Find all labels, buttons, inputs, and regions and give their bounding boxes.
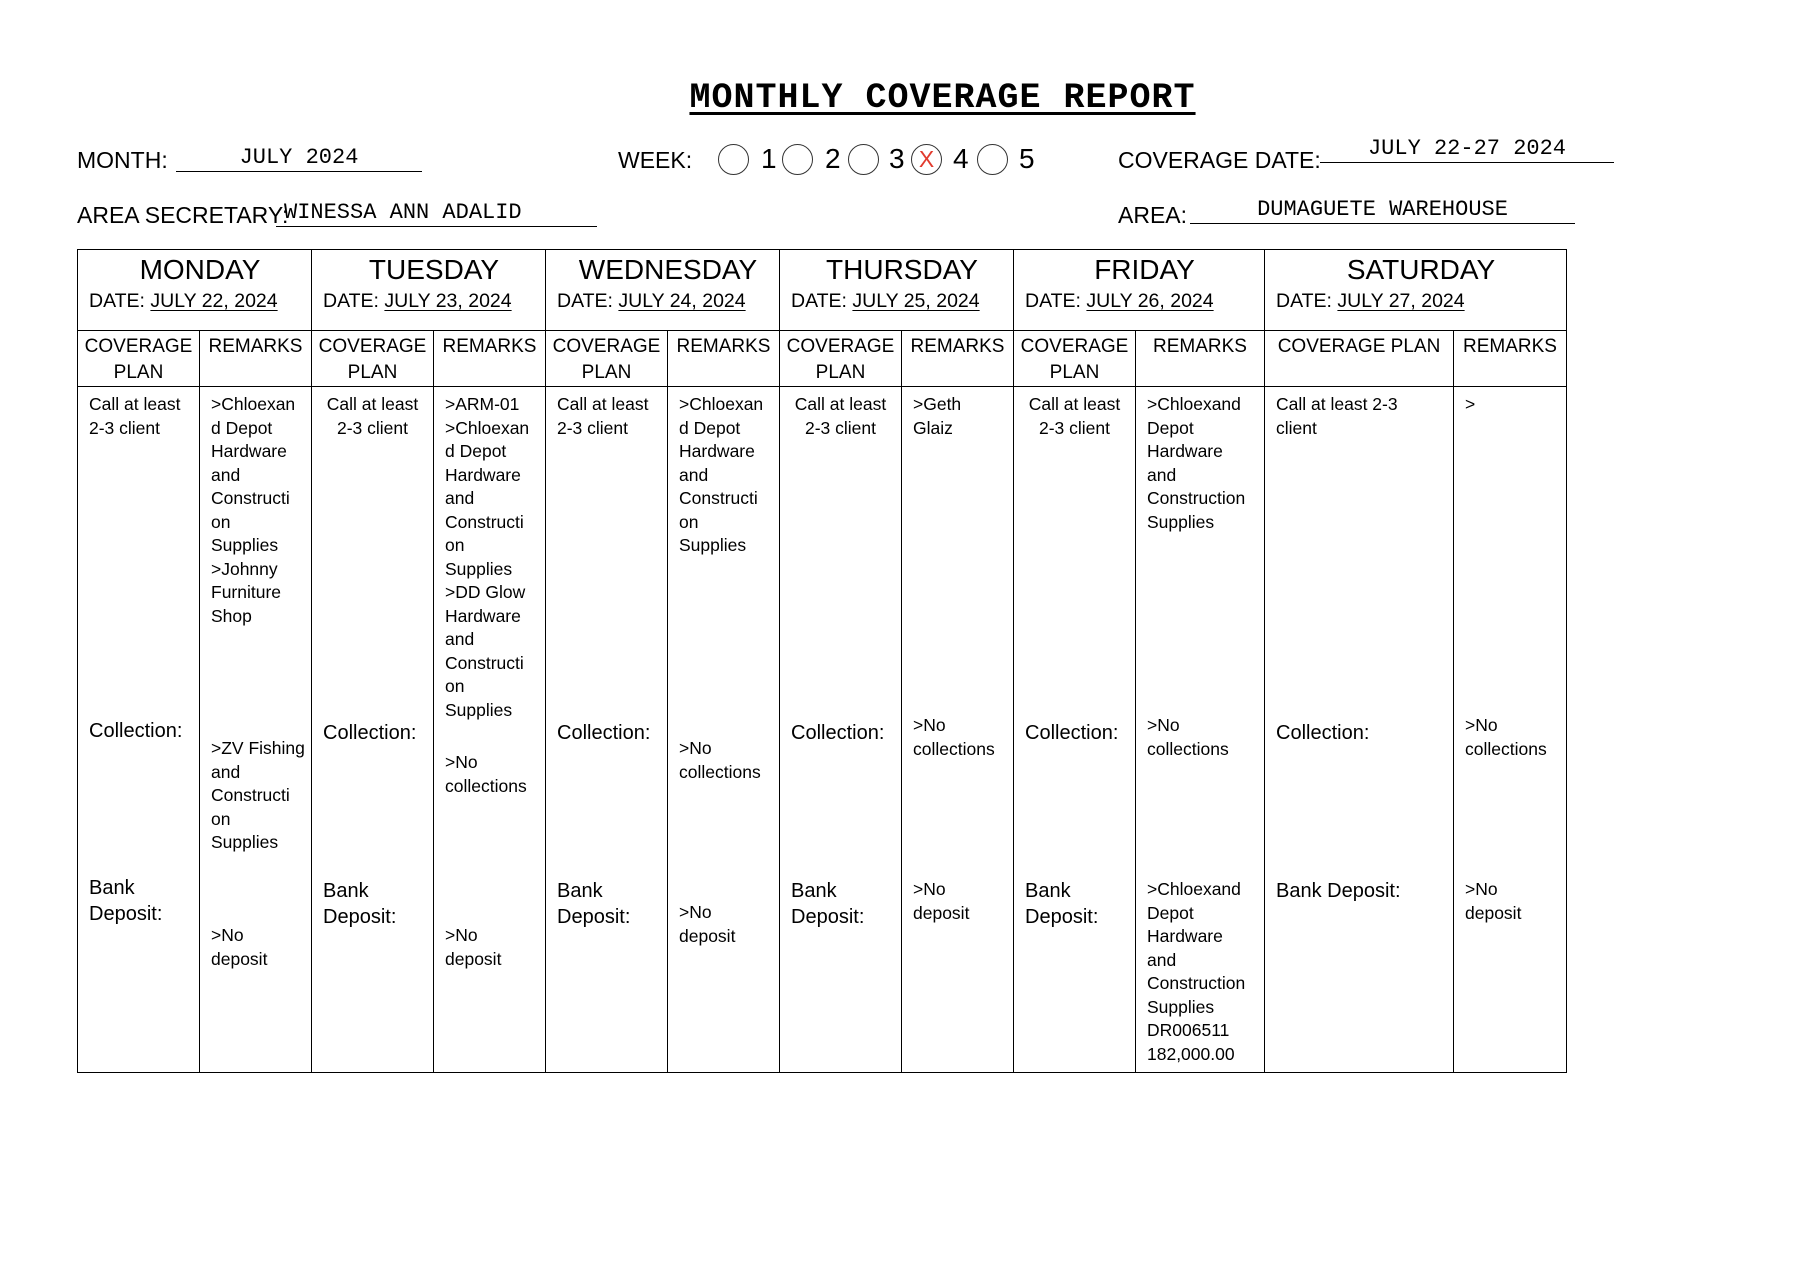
bank-deposit-label: Bank Deposit: bbox=[557, 880, 631, 928]
remarks-collection: >No collections bbox=[679, 738, 761, 782]
bank-deposit-label: Bank Deposit: bbox=[1276, 880, 1401, 902]
bank-deposit-label: Bank Deposit: bbox=[791, 880, 865, 928]
col-remarks: REMARKS bbox=[902, 331, 1014, 387]
bank-deposit-label: Bank Deposit: bbox=[323, 880, 397, 928]
day-date: DATE: JULY 27, 2024 bbox=[1276, 290, 1465, 312]
remarks-deposit: >No deposit bbox=[1465, 879, 1522, 923]
col-coverage-plan: COVERAGE PLAN bbox=[312, 331, 434, 387]
remarks-cell-tuesday bbox=[434, 387, 546, 1073]
day-date: DATE: JULY 26, 2024 bbox=[1025, 290, 1214, 312]
coverage-table bbox=[77, 249, 1567, 1073]
day-header-saturday bbox=[1265, 250, 1567, 331]
secretary-label: AREA SECRETARY: bbox=[77, 202, 289, 228]
week-1-radio[interactable] bbox=[718, 144, 749, 175]
day-name: FRIDAY bbox=[1094, 254, 1195, 285]
remarks-collection: >No collections bbox=[1147, 715, 1229, 759]
plan-text: Call at least 2-3 client bbox=[1276, 394, 1398, 438]
day-header-wednesday bbox=[546, 250, 780, 331]
day-header-tuesday bbox=[312, 250, 546, 331]
content-row bbox=[78, 387, 1567, 1073]
week-3-label: 3 bbox=[889, 143, 905, 174]
remarks-collection: >ZV Fishing and Constructi on Supplies bbox=[211, 738, 305, 852]
col-remarks: REMARKS bbox=[434, 331, 546, 387]
collection-label: Collection: bbox=[1276, 722, 1370, 744]
collection-label: Collection: bbox=[89, 720, 183, 742]
remarks-cell-friday bbox=[1136, 387, 1265, 1073]
coverage-date-label: COVERAGE DATE: bbox=[1118, 147, 1321, 173]
remarks-collection: >No collections bbox=[913, 715, 995, 759]
coverage-plan-cell-saturday bbox=[1265, 387, 1454, 1073]
bank-deposit-label: Bank Deposit: bbox=[89, 877, 163, 925]
coverage-plan-cell-tuesday bbox=[312, 387, 434, 1073]
remarks-cell-thursday bbox=[902, 387, 1014, 1073]
col-coverage-plan: COVERAGE PLAN bbox=[1265, 331, 1454, 387]
plan-text: Call at least 2-3 client bbox=[1028, 394, 1121, 438]
day-date: DATE: JULY 23, 2024 bbox=[323, 290, 512, 312]
plan-text: Call at least 2-3 client bbox=[794, 394, 887, 438]
day-header-monday bbox=[78, 250, 312, 331]
remarks-plan: >Chloexan d Depot Hardware and Constructi on Supplies bbox=[679, 394, 764, 555]
col-remarks: REMARKS bbox=[1454, 331, 1567, 387]
week-4-radio-checked[interactable] bbox=[911, 144, 942, 175]
week-5-label: 5 bbox=[1019, 143, 1035, 174]
x-mark-icon: X bbox=[918, 146, 935, 172]
col-coverage-plan: COVERAGE PLAN bbox=[546, 331, 668, 387]
remarks-deposit: >No deposit bbox=[679, 902, 736, 946]
collection-label: Collection: bbox=[1025, 722, 1119, 744]
remarks-deposit: >No deposit bbox=[445, 925, 502, 969]
day-name: WEDNESDAY bbox=[578, 254, 758, 285]
month-field[interactable]: JULY 2024 bbox=[176, 145, 422, 172]
week-4-label: 4 bbox=[953, 143, 969, 174]
day-name: TUESDAY bbox=[368, 254, 500, 285]
remarks-plan: >ARM-01 >Chloexan d Depot Hardware and Constructi on Supplies >DD Glow Hardware and Constructi on Supplies bbox=[445, 394, 530, 720]
coverage-plan-cell-friday bbox=[1014, 387, 1136, 1073]
day-date: DATE: JULY 22, 2024 bbox=[89, 290, 278, 312]
week-1-label: 1 bbox=[761, 143, 777, 174]
col-coverage-plan: COVERAGE PLAN bbox=[78, 331, 200, 387]
secretary-field[interactable]: WINESSA ANN ADALID bbox=[276, 200, 597, 227]
remarks-cell-monday bbox=[200, 387, 312, 1073]
remarks-plan: >Chloexand Depot Hardware and Construction Supplies bbox=[1147, 394, 1246, 532]
plan-text: Call at least 2-3 client bbox=[326, 394, 419, 438]
col-remarks: REMARKS bbox=[200, 331, 312, 387]
plan-text: Call at least 2-3 client bbox=[557, 394, 649, 438]
column-header-row bbox=[78, 331, 1567, 387]
day-name: THURSDAY bbox=[826, 254, 978, 285]
remarks-plan: >Geth Glaiz bbox=[913, 394, 962, 438]
remarks-cell-saturday bbox=[1454, 387, 1567, 1073]
col-remarks: REMARKS bbox=[668, 331, 780, 387]
day-date: DATE: JULY 25, 2024 bbox=[791, 290, 980, 312]
plan-text: Call at least 2-3 client bbox=[89, 394, 181, 438]
remarks-deposit: >No deposit bbox=[211, 925, 268, 969]
coverage-plan-cell-wednesday bbox=[546, 387, 668, 1073]
collection-label: Collection: bbox=[791, 722, 885, 744]
week-label: WEEK: bbox=[618, 147, 693, 173]
area-label: AREA: bbox=[1118, 202, 1188, 228]
day-name: MONDAY bbox=[139, 254, 261, 285]
col-coverage-plan: COVERAGE PLAN bbox=[1014, 331, 1136, 387]
col-coverage-plan: COVERAGE PLAN bbox=[780, 331, 902, 387]
week-2-radio[interactable] bbox=[782, 144, 813, 175]
col-remarks: REMARKS bbox=[1136, 331, 1265, 387]
bank-deposit-label: Bank Deposit: bbox=[1025, 880, 1099, 928]
remarks-collection: >No collections bbox=[1465, 715, 1547, 759]
week-3-radio[interactable] bbox=[848, 144, 879, 175]
coverage-plan-cell-thursday bbox=[780, 387, 902, 1073]
day-date: DATE: JULY 24, 2024 bbox=[557, 290, 746, 312]
remarks-collection: >No collections bbox=[445, 752, 527, 796]
coverage-date-field[interactable]: JULY 22-27 2024 bbox=[1320, 136, 1614, 163]
collection-label: Collection: bbox=[557, 722, 651, 744]
remarks-plan: > bbox=[1465, 394, 1476, 414]
day-name: SATURDAY bbox=[1346, 254, 1496, 285]
report-title: MONTHLY COVERAGE REPORT bbox=[689, 78, 1196, 118]
coverage-plan-cell-monday bbox=[78, 387, 200, 1073]
area-field[interactable]: DUMAGUETE WAREHOUSE bbox=[1190, 197, 1575, 224]
month-label: MONTH: bbox=[77, 147, 168, 173]
day-header-thursday bbox=[780, 250, 1014, 331]
day-header-row bbox=[78, 250, 1567, 331]
remarks-cell-wednesday bbox=[668, 387, 780, 1073]
week-5-radio[interactable] bbox=[977, 144, 1008, 175]
remarks-deposit: >Chloexand Depot Hardware and Construction Supplies DR006511 182,000.00 bbox=[1147, 879, 1246, 1064]
week-2-label: 2 bbox=[825, 143, 841, 174]
remarks-plan: >Chloexan d Depot Hardware and Constructi on Supplies >Johnny Furniture Shop bbox=[211, 394, 296, 626]
remarks-deposit: >No deposit bbox=[913, 879, 970, 923]
day-header-friday bbox=[1014, 250, 1265, 331]
collection-label: Collection: bbox=[323, 722, 417, 744]
